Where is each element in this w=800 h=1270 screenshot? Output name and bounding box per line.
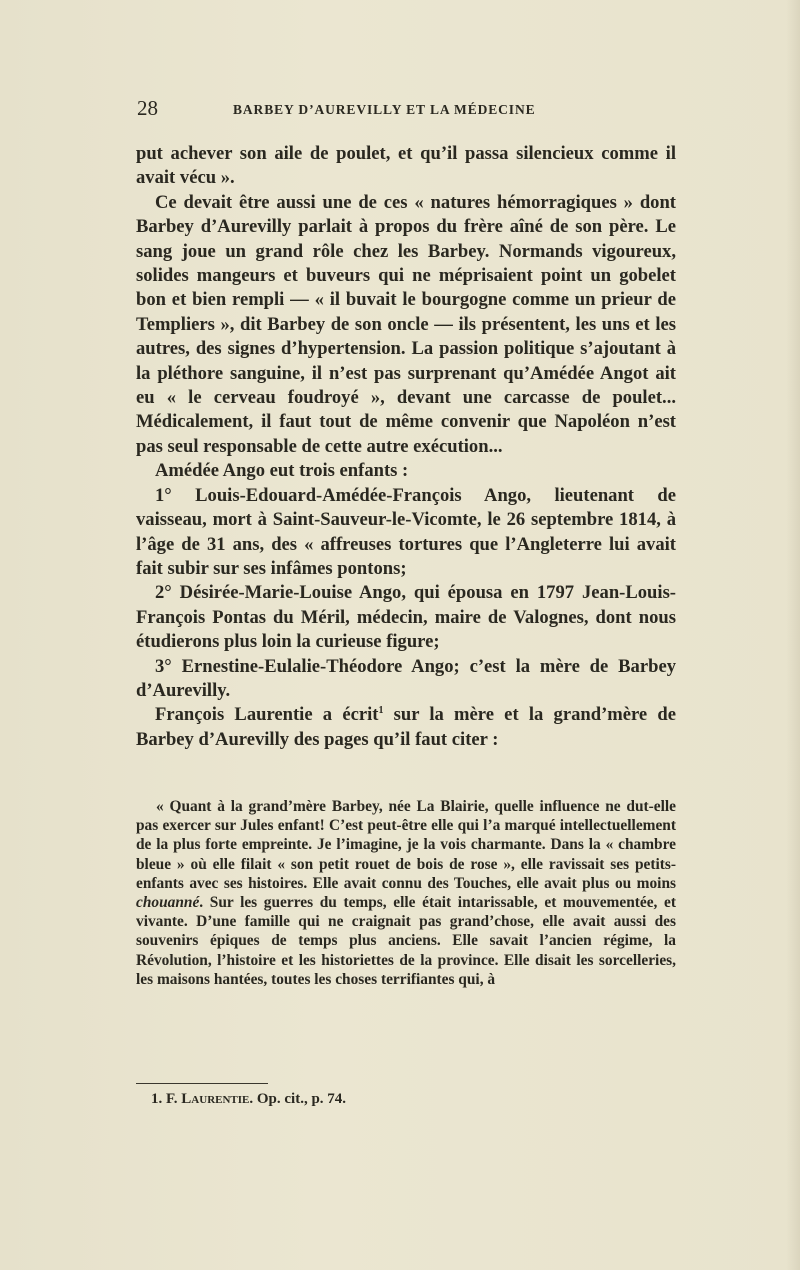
paragraph: 2° Désirée-Marie-Louise Ango, qui épousa en 1797 Jean-Louis-François Pontas du Méril, médecin, maire de Valognes, dont nous étudierons plus loin la curieuse figure; xyxy=(136,582,676,653)
quote-emphasis: chouanné xyxy=(136,894,200,912)
paragraph-text: sur la mère et la grand’mère de Barbey d’Aurevilly des pages qu’il faut citer : xyxy=(136,704,676,750)
paragraph-text: François Laurentie a écrit xyxy=(155,704,379,726)
running-head: BARBEY D’AUREVILLY ET LA MÉDECINE xyxy=(233,102,536,117)
footnote-number: 1. xyxy=(151,1091,163,1107)
quote-text: . Sur les guerres du temps, elle était intarissable, et mouvementée, et vivante. D’une famille qui ne craignait pas grand’chose, elle avait aussi des souvenirs épiques de temps plus anciens. Elle savait l’ancien régime, la Révolution, l’histoire et les historiettes de la province. Elle disait les sorcelleries, les maisons hantées, toutes les choses terrifiantes qui, à xyxy=(136,894,676,988)
quote-paragraph xyxy=(136,797,676,989)
page-edge-shadow xyxy=(786,0,800,1270)
main-text xyxy=(136,142,676,752)
footnote-author: Laurentie xyxy=(181,1091,250,1107)
footnote-marker: 1 xyxy=(378,705,384,717)
footnote xyxy=(151,1089,346,1109)
paragraph: 1° Louis-Edouard-Amédée-François Ango, lieutenant de vaisseau, mort à Saint-Sauveur-le-Vicomte, le 26 septembre 1814, à l’âge de 31 ans, des « affreuses tortures que l’Angleterre lui avait fait subir sur ses infâmes pontons; xyxy=(136,484,676,579)
page-number: 28 xyxy=(137,96,158,120)
paragraph: Amédée Ango eut trois enfants : xyxy=(155,460,409,482)
paragraph: put achever son aile de poulet, et qu’il passa silencieux comme il avait vécu ». xyxy=(136,143,676,189)
block-quote xyxy=(136,797,676,989)
paragraph xyxy=(136,703,676,752)
footnote-initial: F. xyxy=(166,1091,178,1107)
footnote-divider xyxy=(136,1083,268,1084)
footnote-reference: . Op. cit., p. 74. xyxy=(249,1091,347,1107)
page-header xyxy=(137,96,677,122)
paragraph: Ce devait être aussi une de ces « natures hémorragiques » dont Barbey d’Aurevilly parlait à propos du frère aîné de son père. Le sang joue un grand rôle chez les Barbey. Normands vigoureux, solides mangeurs et buveurs qui ne méprisaient point un gobelet bon et bien rempli — « il buvait le bourgogne comme un prieur de Templiers », dit Barbey de son oncle — ils présentent, les uns et les autres, des signes d’hypertension. La passion politique s’ajoutant à la pléthore sanguine, il n’est pas surprenant qu’Amédée Angot ait eu « le cerveau foudroyé », devant une carcasse de poulet... Médicalement, il faut tout de même convenir que Napoléon n’est pas seul responsable de cette autre exécution... xyxy=(136,191,676,457)
quote-text: « Quant à la grand’mère Barbey, née La Blairie, quelle influence ne dut-elle pas exercer sur Jules enfant! C’est peut-être elle qui l’a marqué intellectuellement de la plus forte empreinte. Je l’imagine, je la vois charmante. Dans la « chambre bleue » où elle filait « son petit rouet de bois de rose », elle ravissait ses petits-enfants avec ses histoires. Elle avait connu des Touches, elle avait plus ou moins xyxy=(136,798,676,892)
paragraph: 3° Ernestine-Eulalie-Théodore Ango; c’est la mère de Barbey d’Aurevilly. xyxy=(136,655,676,701)
